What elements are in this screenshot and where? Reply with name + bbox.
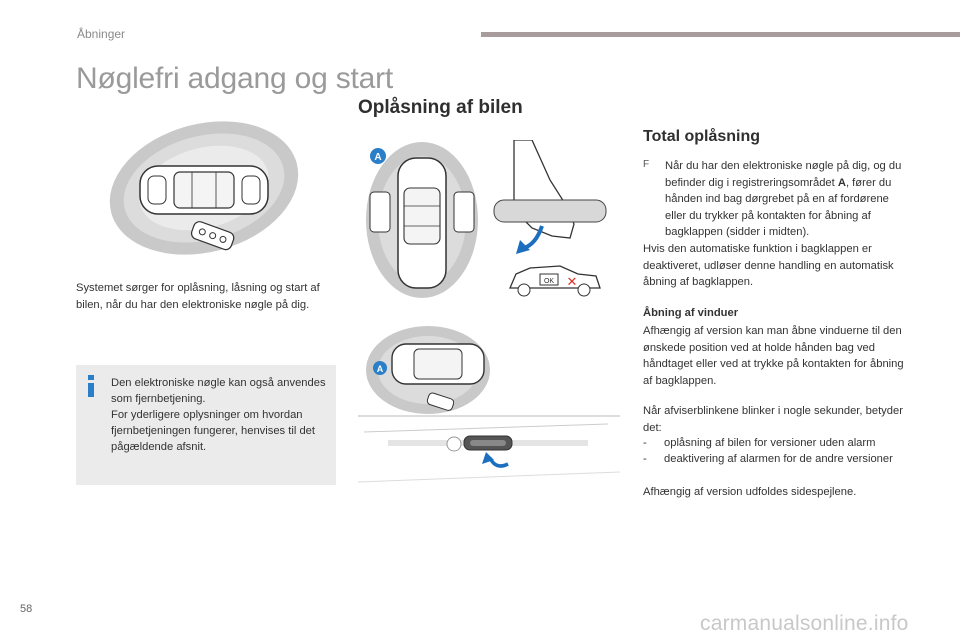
tailgate-auto-paragraph: Hvis den automatiske funktion i bagklappen er deaktiveret, udløser denne handling en automatisk åbning af bagklappen. — [643, 243, 894, 288]
blinker-paragraph: Når afviserblinkene blinker i nogle sekunder, betyder det: — [643, 405, 903, 434]
intro-paragraph: Systemet sørger for oplåsning, låsning og start af bilen, når du har den elektroniske nøgle på dig. — [76, 282, 320, 311]
unlock-instruction: Når du har den elektroniske nøgle på dig, og du befinder dig i registreringsområdet A, fører du hånden ind bag dørgrebet på en af fordørene eller du trykker på kontakten for åbning af bagklappen (sidder i midten). — [665, 160, 902, 238]
zone-a-label: A — [374, 152, 382, 163]
cross-icon: ✕ — [566, 275, 578, 290]
watermark: carmanualsonline.info — [700, 612, 909, 635]
windows-heading: Åbning af vinduer — [643, 307, 739, 319]
info-text — [111, 375, 329, 455]
zone-a-label: A — [376, 364, 384, 374]
info-line: Den elektroniske nøgle kan også anvendes som fjernbetjening. — [111, 377, 326, 405]
page-number: 58 — [20, 603, 33, 615]
rear-zone-a-illustration — [362, 318, 490, 418]
header-section-label: Åbninger — [77, 27, 126, 41]
mirrors-paragraph: Afhængig af version udfoldes sidespejlene. — [643, 486, 857, 498]
bullet-marker: F — [643, 159, 650, 170]
ok-label: OK — [543, 278, 555, 285]
unlock-hand-handle-illustration — [364, 140, 612, 305]
windows-paragraph: Afhængig af version kan man åbne vinduerne til den ønskede position ved at holde hånden bag ved håndtaget eller ved at trykke på kontakten for åbning af bagklappen. — [643, 325, 904, 387]
info-box — [76, 365, 336, 485]
hand-icon — [514, 140, 574, 238]
info-line: For yderligere oplysninger om hvordan fjernbetjeningen fungerer, henvises til det pågældende afsnit. — [111, 409, 315, 453]
page-title: Nøglefri adgang og start — [76, 62, 394, 95]
total-unlock-title: Total oplåsning — [643, 128, 761, 145]
header-bar — [481, 32, 960, 37]
info-icon — [86, 375, 96, 397]
tailgate-switch-illustration — [358, 412, 620, 512]
section-title: Oplåsning af bilen — [358, 97, 523, 118]
car-detection-zone-illustration — [104, 116, 304, 266]
